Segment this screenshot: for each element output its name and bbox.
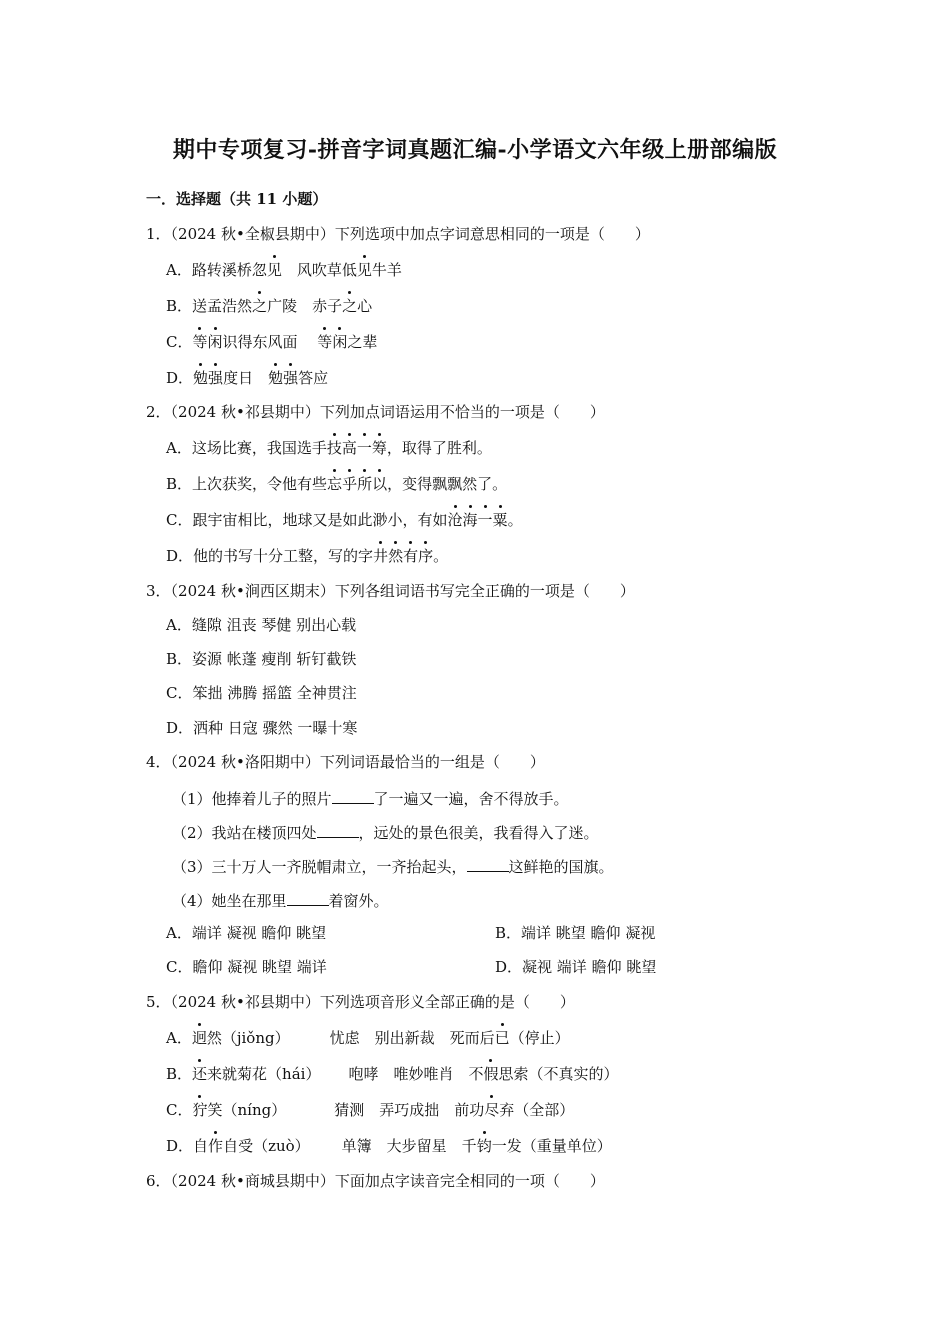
question-4-option-b[interactable]: B．端详 眺望 瞻仰 凝视 xyxy=(495,924,656,942)
question-3-option-a[interactable]: A．缝隙 沮丧 琴健 别出心载 xyxy=(166,616,357,634)
emphasis-dot-text: 迥 xyxy=(191,1029,207,1047)
emphasis-dot-char: 一 xyxy=(356,439,372,457)
page-title: 期中专项复习-拼音字词真题汇编-小学语文六年级上册部编版 xyxy=(172,137,778,163)
emphasis-dot-char: 一 xyxy=(477,511,493,529)
emphasis-dot-text xyxy=(373,547,433,565)
emphasis-dot-text xyxy=(317,333,347,351)
question-3-option-d[interactable]: D．洒种 日寇 骤然 一曝十寒 xyxy=(166,719,358,737)
emphasis-dot-text: 狞 xyxy=(192,1101,208,1119)
emphasis-dot-char: 等 xyxy=(317,333,333,351)
emphasis-dot-char: 高 xyxy=(341,439,357,457)
question-5-option-b[interactable]: B．还来就菊花（hái） 咆哮 唯妙唯肖 不假思索（不真实的） xyxy=(166,1065,619,1083)
question-5-option-c[interactable]: C．狞笑（níng） 猜测 弄巧成拙 前功尽弃（全部） xyxy=(166,1101,575,1119)
emphasis-dot-text: 之 xyxy=(252,297,268,315)
emphasis-dot-char: 忘 xyxy=(327,475,343,493)
emphasis-dot-text xyxy=(268,369,298,387)
question-3-option-b[interactable]: B．姿源 帐蓬 瘦削 斩钉截铁 xyxy=(166,650,357,668)
question-1-stem: 1．（2024 秋•全椒县期中）下列选项中加点字词意思相同的一项是（ ） xyxy=(146,225,650,243)
emphasis-dot-text: 已 xyxy=(494,1029,510,1047)
question-1-option-b[interactable]: B．送孟浩然之广陵 赤子之心 xyxy=(166,297,373,315)
emphasis-dot-char: 强 xyxy=(208,369,224,387)
question-4-option-d[interactable]: D．凝视 端详 瞻仰 眺望 xyxy=(495,958,657,976)
question-5-option-a[interactable]: A．迥然（jiǒng） 忧虑 别出新裁 死而后已（停止） xyxy=(166,1029,570,1047)
emphasis-dot-text: 尽 xyxy=(484,1101,500,1119)
emphasis-dot-char: 勉 xyxy=(268,369,284,387)
emphasis-dot-char: 等 xyxy=(192,333,208,351)
question-4-option-c[interactable]: C．瞻仰 凝视 眺望 端详 xyxy=(166,958,327,976)
emphasis-dot-text: 假 xyxy=(483,1065,499,1083)
question-2-option-a[interactable]: A．这场比赛，我国选手技高一筹，取得了胜利。 xyxy=(166,439,492,457)
question-6-stem: 6．（2024 秋•商城县期中）下面加点字读音完全相同的一项（ ） xyxy=(146,1172,605,1190)
emphasis-dot-char: 然 xyxy=(388,547,404,565)
question-4-sentence-4: （4）她坐在那里 着窗外。 xyxy=(172,889,389,911)
question-3-option-c[interactable]: C．笨拙 沸腾 摇篮 全神贯注 xyxy=(166,684,357,702)
emphasis-dot-char: 闲 xyxy=(332,333,348,351)
question-2-option-b[interactable]: B．上次获奖，令他有些忘乎所以，变得飘飘然了。 xyxy=(166,475,508,493)
question-4-sentence-1: （1）他捧着儿子的照片 了一遍又一遍，舍不得放手。 xyxy=(172,787,569,809)
emphasis-dot-text xyxy=(327,439,387,457)
question-2-option-d[interactable]: D．他的书写十分工整，写的字井然有序。 xyxy=(166,547,449,565)
emphasis-dot-char: 有 xyxy=(403,547,419,565)
emphasis-dot-char: 技 xyxy=(326,439,342,457)
fill-blank xyxy=(317,821,359,838)
emphasis-dot-char: 乎 xyxy=(342,475,358,493)
emphasis-dot-text: 作 xyxy=(208,1137,224,1155)
section-heading: 一．选择题（共 11 小题） xyxy=(146,190,328,208)
emphasis-dot-char: 强 xyxy=(283,369,299,387)
fill-blank xyxy=(467,855,509,872)
emphasis-dot-text: 还 xyxy=(192,1065,208,1083)
question-3-stem: 3．（2024 秋•涧西区期末）下列各组词语书写完全正确的一项是（ ） xyxy=(146,582,635,600)
question-2-option-c[interactable]: C．跟宇宙相比，地球又是如此渺小，有如沧海一粟。 xyxy=(166,511,523,529)
fill-blank xyxy=(287,889,329,906)
emphasis-dot-char: 筹 xyxy=(371,439,387,457)
emphasis-dot-char: 井 xyxy=(373,547,389,565)
emphasis-dot-char: 闲 xyxy=(207,333,223,351)
emphasis-dot-text: 之 xyxy=(342,297,358,315)
question-4-option-a[interactable]: A．端详 凝视 瞻仰 眺望 xyxy=(166,924,327,942)
emphasis-dot-text: 钧 xyxy=(476,1137,492,1155)
emphasis-dot-char: 序 xyxy=(418,547,434,565)
emphasis-dot-char: 沧 xyxy=(447,511,463,529)
question-5-stem: 5．（2024 秋•祁县期中）下列选项音形义全部正确的是（ ） xyxy=(146,993,575,1011)
emphasis-dot-text: 见 xyxy=(266,261,282,279)
emphasis-dot-char: 以 xyxy=(372,475,388,493)
emphasis-dot-text xyxy=(327,475,387,493)
emphasis-dot-text xyxy=(193,369,223,387)
question-5-option-d[interactable]: D．自作自受（zuò） 单簿 大步留星 千钧一发（重量单位） xyxy=(166,1137,612,1155)
question-1-option-a[interactable]: A．路转溪桥忽见 风吹草低见牛羊 xyxy=(166,261,402,279)
emphasis-dot-text xyxy=(192,333,222,351)
question-4-sentence-2: （2）我站在楼顶四处 ，远处的景色很美，我看得入了迷。 xyxy=(172,821,599,843)
question-4-sentence-3: （3）三十万人一齐脱帽肃立，一齐抬起头， 这鲜艳的国旗。 xyxy=(172,855,614,877)
emphasis-dot-char: 所 xyxy=(357,475,373,493)
question-1-option-c[interactable]: C．等闲识得东风面 等闲之辈 xyxy=(166,333,378,351)
emphasis-dot-text: 见 xyxy=(356,261,372,279)
emphasis-dot-text xyxy=(448,511,508,529)
emphasis-dot-char: 海 xyxy=(462,511,478,529)
emphasis-dot-char: 粟 xyxy=(492,511,508,529)
question-2-stem: 2．（2024 秋•祁县期中）下列加点词语运用不恰当的一项是（ ） xyxy=(146,403,605,421)
question-4-stem: 4．（2024 秋•洛阳期中）下列词语最恰当的一组是（ ） xyxy=(146,753,545,771)
question-1-option-d[interactable]: D．勉强度日 勉强答应 xyxy=(166,369,329,387)
emphasis-dot-char: 勉 xyxy=(193,369,209,387)
fill-blank xyxy=(332,787,374,804)
